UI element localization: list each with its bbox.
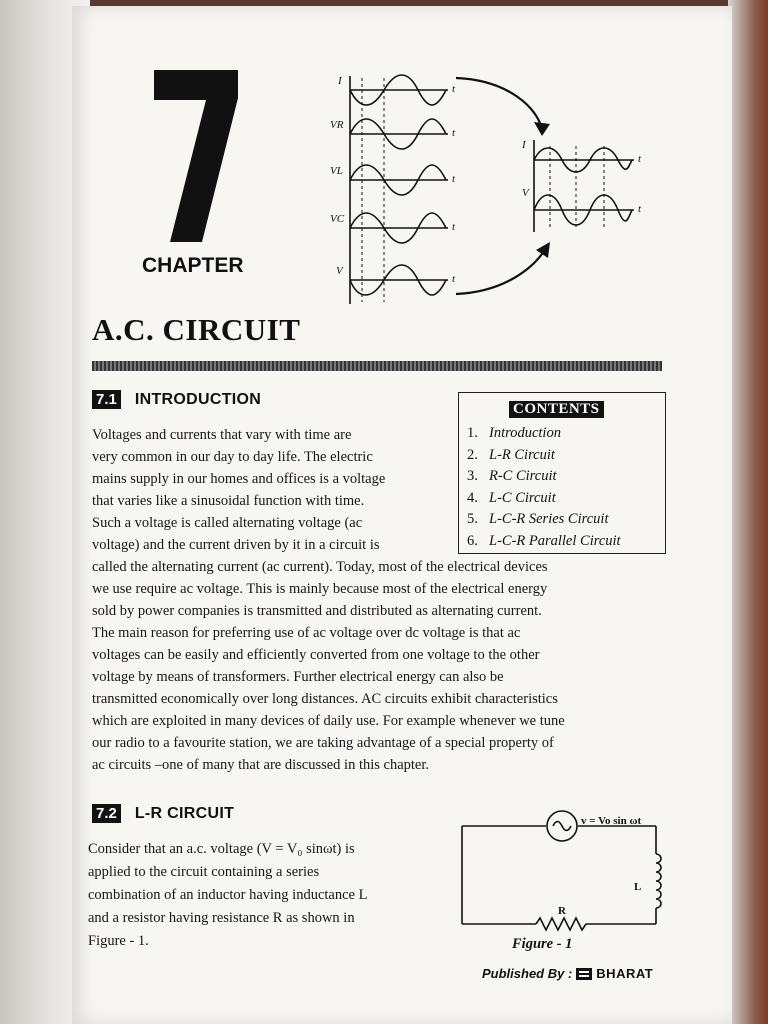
lr-line: combination of an inductor having inductance L (88, 887, 368, 903)
label-v: V (336, 265, 343, 277)
label-vl: VL (330, 165, 343, 177)
label-t: t (452, 273, 456, 285)
inductor-label: L (634, 881, 642, 893)
figure-caption: Figure - 1 (512, 936, 573, 952)
chapter-label: CHAPTER (142, 254, 244, 277)
intro-line: mains supply in our homes and offices is a voltage (92, 471, 386, 487)
intro-line: called the alternating current (ac current). Today, most of the electrical devices (92, 559, 548, 575)
publisher-footer (482, 966, 653, 981)
label-i-right: I (522, 139, 526, 151)
intro-line: which are exploited in many devices of daily use. For example whenever we tune (92, 713, 565, 729)
label-vr: VR (330, 119, 344, 131)
publisher-logo-icon (576, 968, 592, 980)
label-t: t (452, 173, 456, 185)
waveform-figure (328, 68, 658, 308)
lr-line: Figure - 1. (88, 933, 149, 949)
intro-line: The main reason for preferring use of ac voltage over dc voltage is that ac (92, 625, 521, 641)
label-v-right: V (522, 187, 529, 199)
section-title: L-R CIRCUIT (134, 804, 235, 822)
intro-line: voltages can be easily and efficiently converted from one voltage to the other (92, 647, 540, 663)
resistor-label: R (558, 905, 566, 917)
label-vc: VC (330, 213, 345, 225)
intro-line: we use require ac voltage. This is mainly because most of the electrical energy (92, 581, 548, 597)
section-heading-lr-circuit (92, 804, 234, 823)
contents-list (467, 423, 621, 553)
section-number: 7.2 (92, 804, 121, 823)
contents-box (458, 392, 666, 554)
label-t: t (638, 203, 642, 215)
intro-line: our radio to a favourite station, we are taking advantage of a special property of (92, 735, 554, 751)
intro-line: ac circuits –one of many that are discussed in this chapter. (92, 757, 430, 773)
contents-item: 1. Introduction (467, 425, 561, 441)
lr-line: Consider that an a.c. voltage (V = V₀ sinωt) is (88, 841, 355, 857)
contents-item: 5. L-C-R Series Circuit (467, 511, 609, 528)
label-t: t (638, 153, 642, 165)
contents-item: 6. L-C-R Parallel Circuit (467, 532, 621, 549)
label-t: t (452, 221, 456, 233)
intro-line: voltage by means of transformers. Further electrical energy can also be (92, 669, 504, 685)
label-i: I (338, 75, 342, 87)
contents-item: 3. R-C Circuit (467, 468, 557, 485)
publisher-prefix: Published By : (482, 966, 573, 981)
intro-line: Voltages and currents that vary with time are (92, 427, 352, 443)
chapter-title: A.C. CIRCUIT (92, 312, 301, 347)
section-title: INTRODUCTION (134, 390, 262, 408)
contents-item: 4. L-C Circuit (467, 489, 556, 506)
intro-line: voltage) and the current driven by it in a circuit is (92, 537, 380, 553)
title-divider (92, 361, 662, 371)
chapter-number-graphic (150, 66, 242, 246)
intro-line: sold by power companies is transmitted and distributed as alternating current. (92, 603, 542, 619)
source-label: v = Vo sin ωt (581, 815, 642, 827)
contents-item: 2. L-R Circuit (467, 446, 555, 463)
intro-line: Such a voltage is called alternating voltage (ac (92, 515, 363, 531)
lr-line: and a resistor having resistance R as shown in (88, 910, 355, 926)
intro-line: very common in our day to day life. The electric (92, 449, 373, 465)
label-t: t (452, 83, 456, 95)
section-heading-introduction (92, 390, 261, 409)
section-number: 7.1 (92, 390, 121, 409)
publisher-brand: BHARAT (596, 966, 654, 981)
page-edge-right (728, 0, 768, 1024)
intro-line: that varies like a sinusoidal function with time. (92, 493, 365, 509)
lr-line: applied to the circuit containing a series (88, 864, 320, 880)
intro-line: transmitted economically over long distances. AC circuits exhibit characteristics (92, 691, 558, 707)
label-t: t (452, 127, 456, 139)
contents-title: CONTENTS (509, 401, 604, 418)
